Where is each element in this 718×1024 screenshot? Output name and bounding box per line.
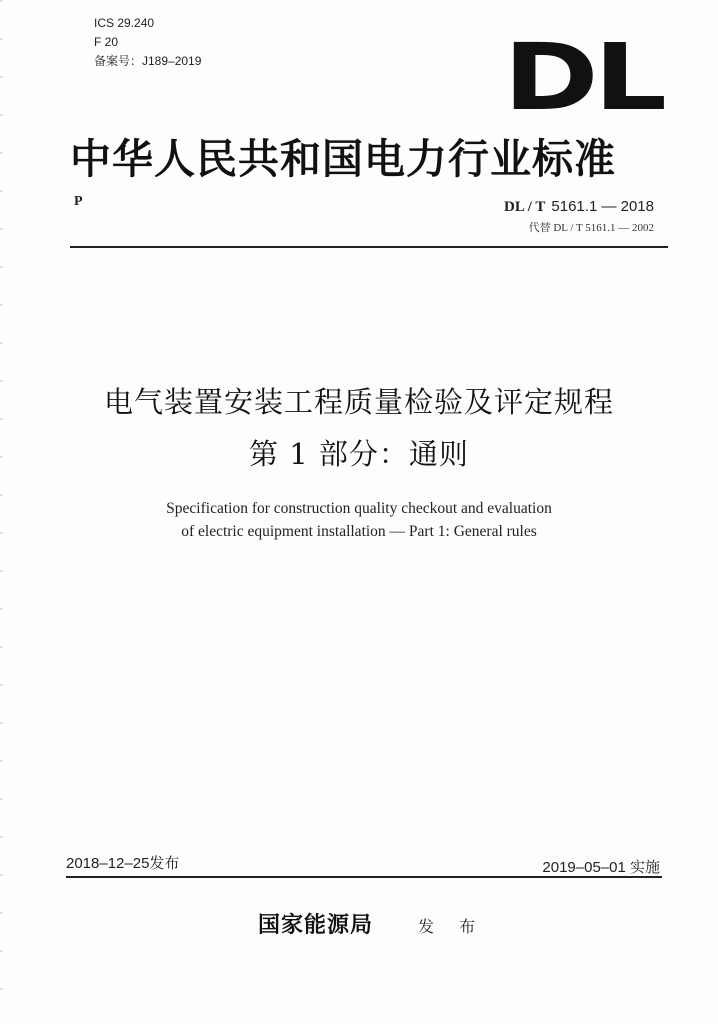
title-cn-line1: 电气装置安装工程质量检验及评定规程 — [103, 385, 614, 419]
footer-divider — [66, 876, 662, 878]
category-code: P — [74, 194, 83, 209]
standard-number — [504, 198, 654, 216]
title-en-line2: of electric equipment installation — Part 1: General rules — [181, 523, 537, 540]
organization-title: 中华人民共和国电力行业标准 — [70, 135, 616, 183]
standard-number-value: 5161.1 — 2018 — [551, 198, 654, 215]
publish-label: 发 布 — [418, 917, 486, 936]
implementation-date: 2019–05–01 实施 — [542, 859, 660, 876]
standard-id: DL / T — [503, 199, 546, 215]
publisher-name: 国家能源局 — [258, 912, 374, 938]
issue-date: 2018–12–25发布 — [66, 855, 180, 872]
title-en-line1: Specification for construction quality checkout and evaluation — [166, 500, 552, 517]
dl-logo: DL — [503, 24, 662, 131]
header-divider — [70, 246, 668, 248]
replaces-note: 代替 DL / T 5161.1 — 2002 — [528, 222, 654, 234]
record-number: 备案号：J189–2019 — [94, 54, 202, 68]
title-cn-line2: 第 1 部分：通则 — [249, 437, 469, 471]
classification-code: F 20 — [94, 35, 119, 49]
ics-code: ICS 29.240 — [94, 16, 155, 30]
